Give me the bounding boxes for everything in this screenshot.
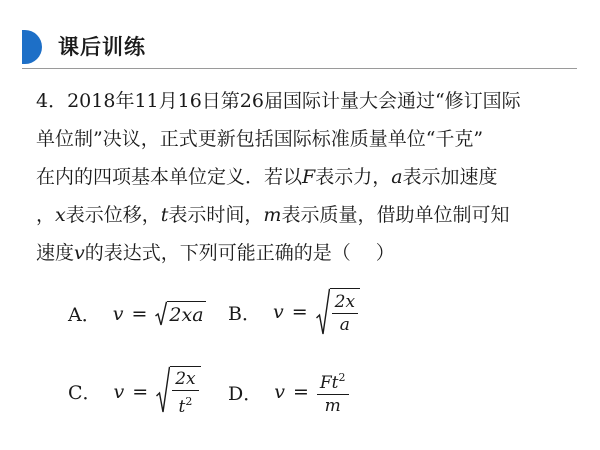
option-c-denominator-base: t [178, 397, 186, 417]
radical-sign-icon [316, 288, 330, 336]
option-c-label: C． [68, 382, 102, 404]
variable-t: t [160, 204, 169, 226]
option-a[interactable] [68, 300, 206, 327]
question-text-segment: 速度 [36, 242, 75, 264]
option-a-equals: = [131, 302, 148, 325]
sqrt-symbol [316, 288, 360, 336]
option-c-denominator [175, 391, 195, 417]
question-text-segment: 表示质量，借助单位制可知 [281, 204, 510, 226]
question-text-segment: 单位制”决议，正式更新包括国际标准质量单位“千克” [36, 128, 484, 150]
variable-m: m [263, 204, 282, 226]
radical-sign-icon [155, 301, 167, 327]
option-d-numerator-exponent: 2 [338, 371, 346, 384]
option-b[interactable] [228, 288, 360, 336]
radical-sign-icon [156, 366, 170, 414]
question-text-segment: 的表达式，下列可能正确的是（ ） [84, 242, 395, 264]
question-line [36, 158, 576, 196]
option-c-denominator-exponent: 2 [185, 395, 193, 408]
question-text-segment: 表示时间， [168, 204, 264, 226]
section-header [0, 0, 600, 70]
question-line [36, 196, 576, 234]
question-line [36, 120, 576, 158]
option-c-variable: v [113, 380, 125, 403]
option-a-radicand: 2xa [167, 301, 205, 327]
variable-a: a [391, 166, 403, 188]
option-c[interactable] [68, 366, 201, 417]
question-text-segment: ， [36, 204, 56, 226]
option-b-label: B． [228, 302, 261, 325]
option-b-radicand [330, 288, 360, 336]
section-title: 课后训练 [58, 35, 146, 59]
option-b-equals: = [291, 301, 308, 323]
header-marker-icon [22, 30, 42, 64]
option-a-variable: v [112, 302, 124, 325]
variable-v: v [74, 242, 85, 264]
sqrt-symbol [155, 301, 205, 327]
option-d-variable: v [274, 381, 285, 403]
option-b-denominator: a [339, 315, 350, 335]
option-c-numerator: 2x [172, 369, 198, 391]
option-c-equals: = [132, 380, 149, 403]
question-text-segment: 表示加速度 [402, 166, 498, 188]
option-d-numerator-base: Ft [319, 373, 339, 393]
option-d-denominator: m [324, 396, 341, 416]
fraction [172, 369, 198, 417]
option-d-equals: = [292, 381, 309, 403]
question-line [36, 82, 576, 120]
sqrt-symbol [156, 366, 200, 417]
header-divider [22, 68, 577, 69]
fraction [332, 292, 358, 335]
question-text-segment: 4．2018年11月16日第26届国际计量大会通过“修订国际 [36, 90, 521, 112]
option-a-label: A． [68, 304, 101, 326]
fraction [317, 368, 349, 416]
question-text-segment: 表示力， [315, 166, 392, 188]
question-text-segment: 在内的四项基本单位定义．若以 [36, 166, 303, 188]
question-text [36, 82, 576, 272]
option-d-numerator [317, 368, 349, 395]
option-c-radicand [170, 366, 200, 417]
option-d-label: D． [228, 382, 263, 405]
option-b-numerator: 2x [332, 292, 358, 314]
variable-F: F [302, 166, 316, 188]
option-d[interactable] [228, 368, 349, 416]
question-line [36, 234, 576, 272]
question-text-segment: 表示位移， [65, 204, 161, 226]
variable-x: x [55, 204, 66, 226]
option-b-variable: v [272, 301, 284, 323]
